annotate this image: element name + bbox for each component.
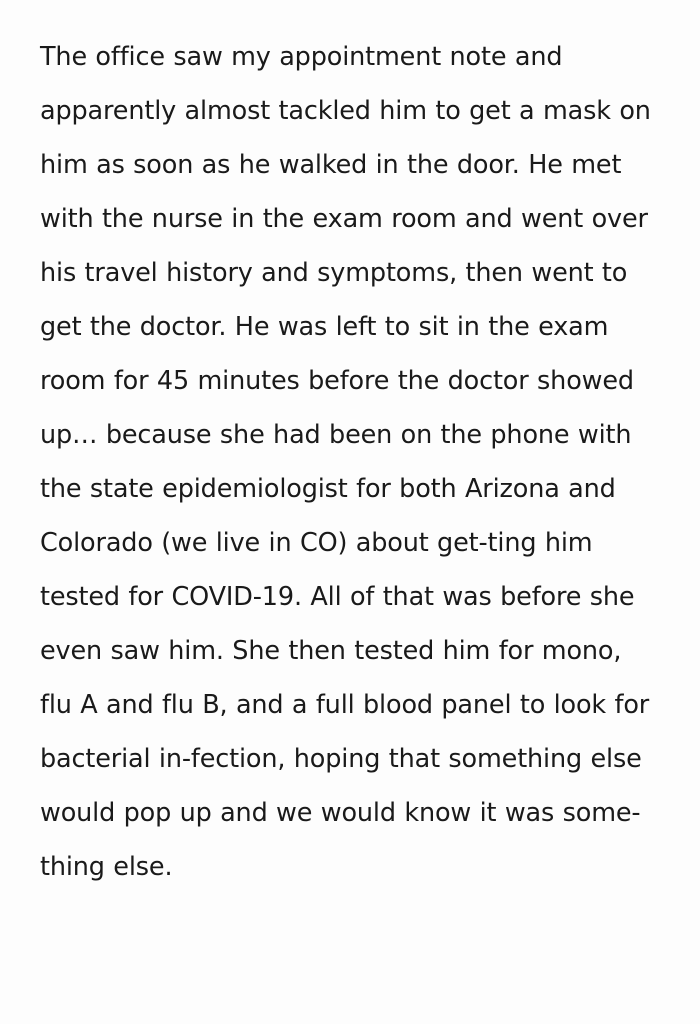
story-paragraph: The office saw my appointment note and apparently almost tackled him to get a mask on him as soon as he walked in the door. He met with the nurse in the exam room and went over his travel history and symptoms, then went to get the doctor. He was left to sit in the exam room for 45 minutes before the doctor showed up… because she had been on the phone with the state epidemiologist for both Arizona and Colorado (we live in CO) about get-ting him tested for COVID-19. All of that was before she even saw him. She then tested him for mono, flu A and flu B, and a full blood panel to look for bacterial in-fection, hoping that something else would pop up and we would know it was some-thing else. — [40, 42, 660, 882]
